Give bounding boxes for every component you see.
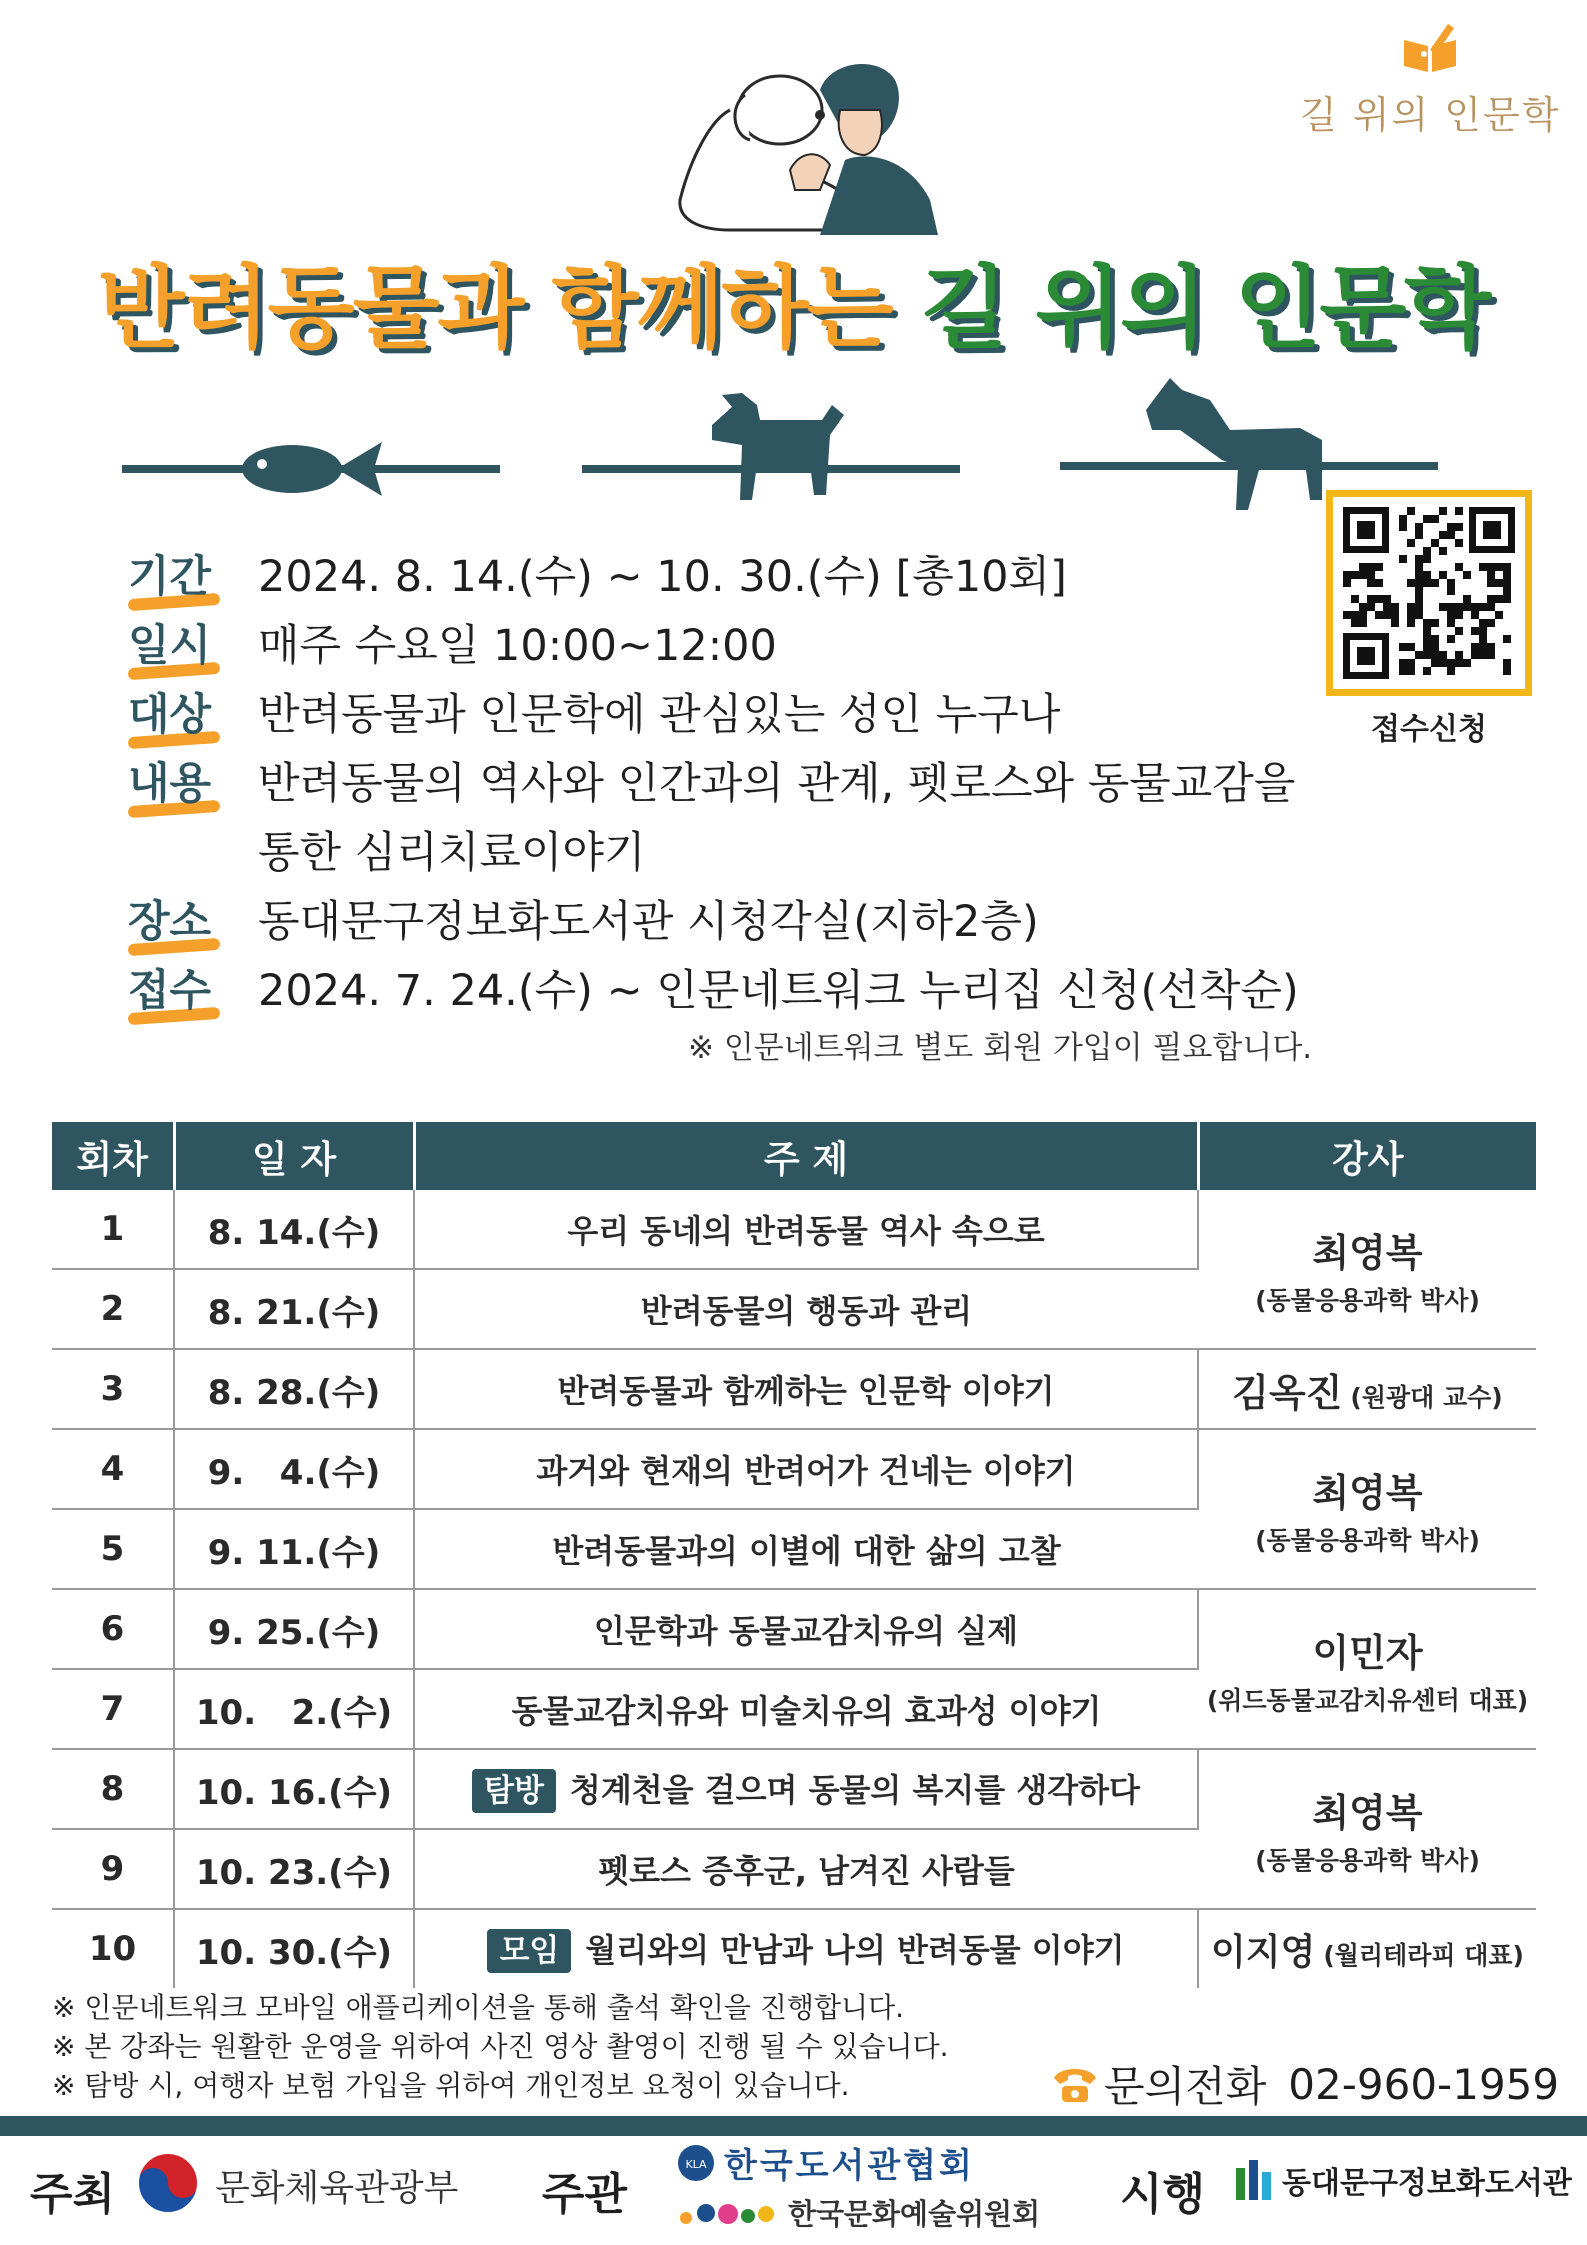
info-label: 장소 [128, 888, 258, 949]
arko-dots-icon [676, 2198, 780, 2228]
lecturer-title: (월리테라피 대표) [1323, 1940, 1524, 1970]
info-period [128, 543, 1067, 604]
svg-text:KLA: KLA [685, 2157, 707, 2171]
info-value: 2024. 8. 14.(수) ~ 10. 30.(수) [총10회] [258, 552, 1067, 602]
info-label: 일시 [128, 612, 258, 673]
info-label: 대상 [128, 681, 258, 742]
taegeuk-icon [135, 2150, 201, 2216]
contact-number: 02-960-1959 [1288, 2059, 1560, 2109]
executor-name: 동대문구정보화도서관 [1282, 2166, 1572, 2201]
poster-title [0, 235, 1587, 365]
lecturer-cell [1198, 1349, 1536, 1429]
topic-text: 월리와의 만남과 나의 반려동물 이야기 [585, 1931, 1125, 1969]
dog-icon [582, 385, 960, 510]
lecturer-name: 최영복 [1312, 1790, 1423, 1835]
session-date: 10. 30.(수) [174, 1909, 414, 1988]
member-note: ※ 인문네트워크 별도 회원 가입이 필요합니다. [688, 1030, 1313, 1066]
topic-text: 인문학과 동물교감치유의 실제 [593, 1612, 1019, 1650]
library-logo [1234, 2158, 1572, 2202]
table-row [52, 1429, 1536, 1509]
contact-label: 문의전화 [1104, 2062, 1267, 2111]
info-value: 반려동물의 역사와 인간과의 관계, 펫로스와 동물교감을 [258, 759, 1296, 809]
organizer-name-1: 한국도서관협회 [724, 2146, 975, 2186]
session-date: 10. 2.(수) [174, 1669, 414, 1749]
info-location [128, 888, 1039, 949]
lecturer-cell [1198, 1909, 1536, 1988]
session-number: 6 [52, 1589, 174, 1669]
title-part2: 길 위의 인문학 [920, 256, 1490, 361]
arko-logo [676, 2192, 1040, 2233]
session-date: 10. 16.(수) [174, 1749, 414, 1829]
info-value: 반려동물과 인문학에 관심있는 성인 누구나 [258, 690, 1061, 740]
lecturer-cell [1198, 1589, 1536, 1749]
session-number: 7 [52, 1669, 174, 1749]
header-lecturer: 강사 [1198, 1122, 1536, 1190]
table-row [52, 1909, 1536, 1988]
lecturer-name: 최영복 [1312, 1470, 1423, 1515]
host-name: 문화체육관광부 [215, 2168, 459, 2209]
topic-text: 우리 동네의 반려동물 역사 속으로 [567, 1212, 1045, 1250]
session-number: 3 [52, 1349, 174, 1429]
fish-line [122, 430, 500, 510]
session-topic [414, 1349, 1198, 1429]
kla-logo [676, 2138, 975, 2187]
topic-text: 반려동물과 함께하는 인문학 이야기 [557, 1372, 1055, 1410]
table-row [52, 1749, 1536, 1829]
session-topic [414, 1190, 1198, 1269]
session-date: 10. 23.(수) [174, 1829, 414, 1909]
session-topic [414, 1669, 1198, 1749]
info-target [128, 681, 1060, 742]
lecturer-title: (동물응용과학 박사) [1255, 1525, 1480, 1555]
info-value: 2024. 7. 24.(수) ~ 인문네트워크 누리집 신청(선착순) [258, 966, 1299, 1016]
lecturer-title: (동물응용과학 박사) [1255, 1845, 1480, 1875]
lecturer-name: 최영복 [1312, 1230, 1423, 1275]
dog-line [582, 385, 960, 510]
topic-text: 동물교감치유와 미술치유의 효과성 이야기 [511, 1692, 1102, 1730]
registration-qr-code[interactable] [1326, 490, 1532, 696]
host-label: 주최 [30, 2169, 116, 2220]
qr-label: 접수신청 [1371, 712, 1487, 747]
kla-emblem-icon [676, 2143, 716, 2183]
info-label: 접수 [128, 957, 258, 1018]
topic-text: 펫로스 증후군, 남겨진 사람들 [598, 1852, 1015, 1890]
session-topic [414, 1429, 1198, 1509]
table-row [52, 1190, 1536, 1269]
organizer-label: 주관 [542, 2169, 628, 2220]
note-insurance: ※ 탐방 시, 여행자 보험 가입을 위하여 개인정보 요청이 있습니다. [52, 2069, 850, 2102]
info-value: 통한 심리치료이야기 [258, 828, 646, 878]
session-number: 8 [52, 1749, 174, 1829]
session-topic [414, 1589, 1198, 1669]
topic-text: 반려동물의 행동과 관리 [640, 1292, 973, 1330]
session-topic [414, 1509, 1198, 1589]
session-topic [414, 1829, 1198, 1909]
topic-text: 청계천을 걸으며 동물의 복지를 생각하다 [569, 1771, 1140, 1809]
note-attendance: ※ 인문네트워크 모바일 애플리케이션을 통해 출석 확인을 진행합니다. [52, 1991, 905, 2024]
executor-label: 시행 [1120, 2169, 1206, 2220]
session-date: 8. 14.(수) [174, 1190, 414, 1269]
session-date: 9. 4.(수) [174, 1429, 414, 1509]
session-number: 10 [52, 1909, 174, 1988]
lecturer-title: (동물응용과학 박사) [1255, 1285, 1480, 1315]
session-number: 4 [52, 1429, 174, 1509]
lecturer-cell [1198, 1190, 1536, 1349]
info-label: 기간 [128, 543, 258, 604]
lecturer-name: 이민자 [1312, 1630, 1423, 1675]
info-content-line2 [128, 819, 646, 880]
person-dog-illustration [670, 50, 940, 240]
table-header-row [52, 1122, 1536, 1190]
fish-icon [122, 430, 500, 510]
table-row [52, 1349, 1536, 1429]
session-number: 9 [52, 1829, 174, 1909]
session-number: 5 [52, 1509, 174, 1589]
note-photo: ※ 본 강좌는 원활한 운영을 위하여 사진 영상 촬영이 진행 될 수 있습니다. [52, 2030, 949, 2063]
lecturer-name: 이지영 [1211, 1931, 1316, 1973]
library-emblem-icon [1234, 2158, 1276, 2202]
info-label: 내용 [128, 750, 258, 811]
header-date: 일 자 [174, 1122, 414, 1190]
session-date: 9. 11.(수) [174, 1509, 414, 1589]
schedule-table [52, 1122, 1536, 1988]
lecturer-title: (원광대 교수) [1350, 1382, 1503, 1412]
table-row [52, 1589, 1536, 1669]
info-content [128, 750, 1295, 811]
session-number: 1 [52, 1190, 174, 1269]
info-value: 동대문구정보화도서관 시청각실(지하2층) [258, 897, 1039, 947]
organizer-name-2: 한국문화예술위원회 [788, 2197, 1041, 2231]
title-part1: 반려동물과 함께하는 [97, 256, 892, 361]
meeting-badge: 모임 [487, 1929, 571, 1973]
telephone-icon [1050, 2064, 1100, 2104]
qr-icon [1333, 497, 1525, 689]
session-date: 8. 28.(수) [174, 1349, 414, 1429]
session-topic [414, 1909, 1198, 1988]
header-session: 회차 [52, 1122, 174, 1190]
brand-name: 길 위의 인문학 [1300, 93, 1561, 137]
info-registration [128, 957, 1299, 1018]
session-date: 8. 21.(수) [174, 1269, 414, 1349]
topic-text: 과거와 현재의 반려어가 건네는 이야기 [536, 1452, 1076, 1490]
contact-phone [1050, 2054, 1559, 2114]
mcst-logo [135, 2150, 201, 2220]
lecturer-cell [1198, 1749, 1536, 1909]
topic-text: 반려동물과의 이별에 대한 삶의 고찰 [552, 1532, 1061, 1570]
info-value: 매주 수요일 10:00~12:00 [258, 621, 777, 671]
lecturer-cell [1198, 1429, 1536, 1589]
lecturer-name: 김옥진 [1232, 1370, 1343, 1415]
lecturer-title: (위드동물교감치유센터 대표) [1206, 1685, 1529, 1715]
book-pen-icon [1400, 20, 1460, 76]
session-number: 2 [52, 1269, 174, 1349]
brand-logo [1400, 20, 1460, 76]
session-date: 9. 25.(수) [174, 1589, 414, 1669]
footer-divider [0, 2116, 1587, 2136]
session-topic [414, 1269, 1198, 1349]
header-topic: 주 제 [414, 1122, 1198, 1190]
field-trip-badge: 탐방 [472, 1769, 556, 1813]
info-schedule [128, 612, 777, 673]
session-topic [414, 1749, 1198, 1829]
